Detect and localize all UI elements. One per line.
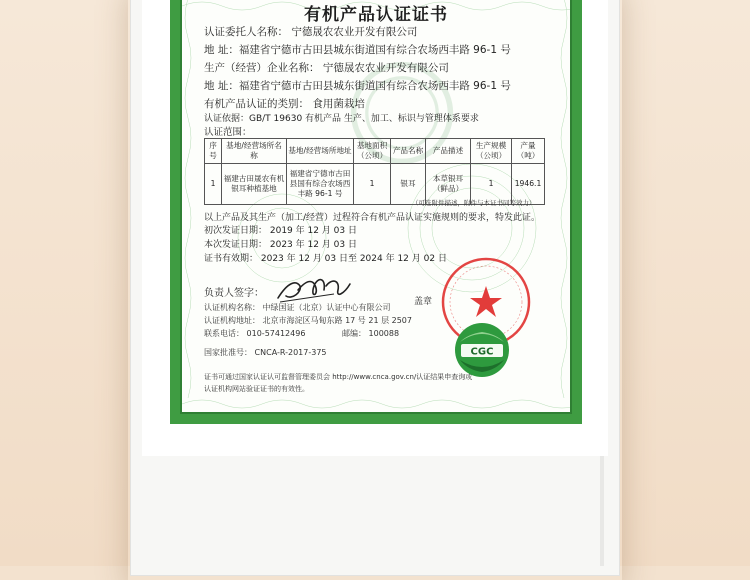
- first-issue-date: 初次发证日期： 2019 年 12 月 03 日: [204, 226, 357, 236]
- cgc-logo-text: CGC: [470, 346, 494, 358]
- table-cell: 1: [354, 164, 391, 205]
- table-cell: 福建省宁德市古田县国有综合农场西丰路 96-1 号: [287, 164, 354, 205]
- signature-image: [274, 272, 354, 306]
- signer-label: 负责人签字：: [204, 288, 264, 299]
- producer-address: 地 址：福建省宁德市古田县城东街道国有综合农场西丰路 96-1 号: [204, 80, 511, 92]
- certificate: [170, 0, 582, 424]
- table-header-cell: 产品描述: [426, 139, 471, 164]
- verification-note-2: 认证机构网站验证证书的有效性。: [204, 385, 309, 393]
- table-cell: 银耳: [391, 164, 426, 205]
- certificate-body: [180, 0, 572, 414]
- table-header-cell: 基地面积（公顷）: [354, 139, 391, 164]
- approval-number: 国家批准号： CNCA-R-2017-375: [204, 348, 327, 357]
- certification-basis: 认证依据：GB/T 19630 有机产品 生产、加工、标识与管理体系要求: [204, 114, 479, 124]
- scope-table: [204, 138, 545, 205]
- table-header-cell: 序号: [205, 139, 222, 164]
- producer-name: 生产（经营）企业名称： 宁德晟农农业开发有限公司: [204, 62, 449, 74]
- table-cell: 本草银耳（鲜品）: [426, 164, 471, 205]
- table-header-cell: 产量（吨）: [512, 139, 545, 164]
- org-name: 认证机构名称： 中绿国证（北京）认证中心有限公司: [204, 303, 391, 312]
- table-cell: 福建古田晟农有机银耳种植基地: [222, 164, 287, 205]
- org-address: 认证机构地址： 北京市海淀区马甸东路 17 号 21 层 2507: [204, 316, 412, 325]
- table-cell: 1946.1: [512, 164, 545, 205]
- seal-label: 盖章: [414, 297, 433, 307]
- table-cell: 1: [205, 164, 222, 205]
- current-issue-date: 本次发证日期： 2023 年 12 月 03 日: [204, 240, 357, 250]
- org-phone: 联系电话： 010-57412496: [204, 329, 306, 338]
- table-header-cell: 产品名称: [391, 139, 426, 164]
- certificate-title: 有机产品认证证书: [304, 5, 448, 25]
- table-header-cell: 基地/经营场所地址: [287, 139, 354, 164]
- table-note: （可选附件描述，附件与本证书同等效力）: [412, 199, 536, 207]
- client-name: 认证委托人名称： 宁德晟农农业开发有限公司: [204, 26, 418, 38]
- org-postcode: 邮编： 100088: [342, 329, 400, 338]
- conformity-statement: 以上产品及其生产（加工/经营）过程符合有机产品认证实施规则的要求，特发此证。: [204, 213, 541, 223]
- table-cell: 1: [471, 164, 512, 205]
- client-address: 地 址：福建省宁德市古田县城东街道国有综合农场西丰路 96-1 号: [204, 44, 511, 56]
- verification-note-1: 证书可通过国家认证认可监督管理委员会 http://www.cnca.gov.cn/认证结果申查询或: [204, 373, 473, 381]
- table-header-cell: 生产规模（公顷）: [471, 139, 512, 164]
- table-header-cell: 基地/经营场所名称: [222, 139, 287, 164]
- cgc-logo: [452, 320, 512, 380]
- validity-period: 证书有效期： 2023 年 12 月 03 日至 2024 年 12 月 02 日: [204, 254, 447, 264]
- scope-label: 认证范围：: [204, 127, 252, 138]
- certification-category: 有机产品认证的类别： 食用菌栽培: [204, 98, 365, 110]
- scope-table-header: [205, 139, 545, 164]
